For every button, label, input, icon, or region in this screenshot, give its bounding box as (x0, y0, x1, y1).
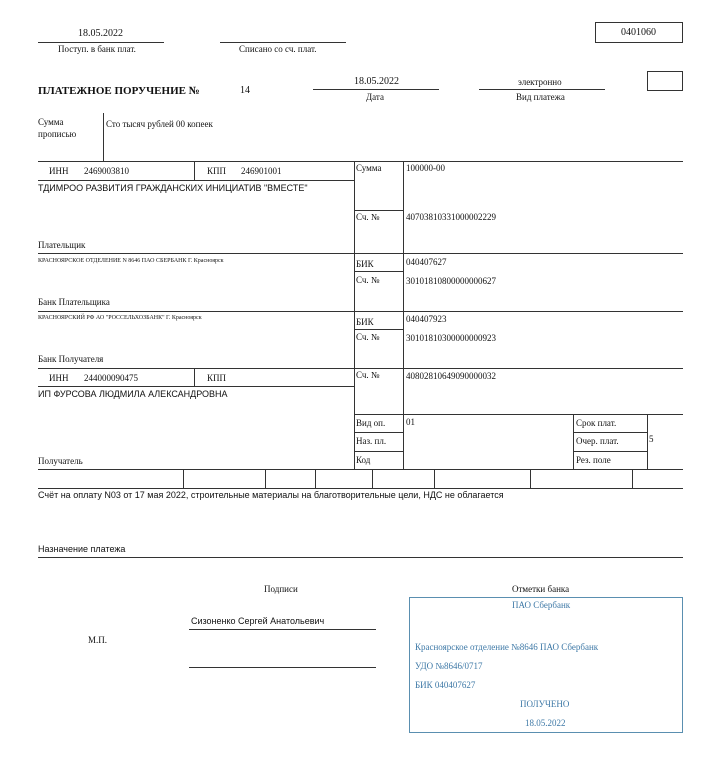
signatures-label: Подписи (264, 584, 298, 594)
payee-bank-bottom-line (38, 368, 683, 369)
payee-inn-kpp-divider (194, 368, 195, 386)
stamp-date: 18.05.2022 (525, 718, 566, 728)
label-column-left (354, 161, 355, 469)
payer-inn-line (38, 180, 354, 181)
payer-account-label: Сч. № (356, 212, 380, 222)
payee-bank-account: 30101810300000000923 (406, 333, 496, 343)
payer-bank-label: Банк Плательщика (38, 297, 110, 307)
amount-words-label-2: прописью (38, 129, 77, 139)
payer-kpp: 246901001 (241, 166, 282, 176)
payee-inn-label: ИНН (49, 373, 69, 383)
payment-type-label: Вид платежа (516, 92, 565, 102)
priority-label: Очер. плат. (576, 436, 619, 446)
payer-kpp-label: КПП (207, 166, 227, 176)
payer-bank-account-label: Сч. № (356, 275, 380, 285)
stamp-bik: БИК 040407627 (415, 680, 476, 690)
codes-line-2-right (573, 451, 647, 452)
debited-line (220, 42, 346, 43)
payer-bank-bik-line (354, 271, 403, 272)
bank-marks-label: Отметки банка (512, 584, 570, 594)
payer-name: ТДИМРОО РАЗВИТИЯ ГРАЖДАНСКИХ ИНИЦИАТИВ "ВМЕСТЕ" (38, 183, 308, 193)
payee-bank-label: Банк Получателя (38, 354, 104, 364)
payer-inn: 2469003810 (84, 166, 129, 176)
payer-sum-line (354, 210, 403, 211)
payer-sum: 100000-00 (406, 163, 445, 173)
purpose-label: Назначение платежа (38, 544, 126, 554)
payee-label: Получатель (38, 456, 83, 466)
codes-top-line (354, 414, 683, 415)
purpose-bottom-line (38, 557, 683, 558)
payee-kpp-label: КПП (207, 373, 227, 383)
term-label: Срок плат. (576, 418, 617, 428)
payer-bank-bik-label: БИК (356, 259, 374, 269)
order-title: ПЛАТЕЖНОЕ ПОРУЧЕНИЕ № (38, 85, 200, 97)
payer-label: Плательщик (38, 240, 86, 250)
stamp-bank: ПАО Сбербанк (512, 600, 571, 610)
tax-cell-divider-6 (530, 469, 531, 488)
payee-bottom-line (38, 469, 683, 470)
form-code: 0401060 (621, 27, 656, 38)
stamp-branch: Красноярское отделение №8646 ПАО Сбербанк (415, 642, 599, 652)
codes-line-1-left (354, 432, 403, 433)
codes-right-divider-1 (573, 414, 574, 469)
debited-label: Списано со сч. плат. (239, 44, 317, 54)
tax-cell-divider-3 (315, 469, 316, 488)
purpose-code-label: Наз. пл. (356, 436, 387, 446)
purpose-text: Счёт на оплату N03 от 17 мая 2022, строительные материалы на благотворительные цели, НДС не облагается (38, 490, 504, 500)
payee-account-label: Сч. № (356, 370, 380, 380)
op-type-label: Вид оп. (356, 418, 386, 428)
tax-cell-divider-4 (372, 469, 373, 488)
tax-cell-divider-7 (632, 469, 633, 488)
priority: 5 (649, 434, 654, 444)
amount-divider (103, 113, 104, 161)
bank-received-line (38, 42, 164, 43)
payee-name: ИП ФУРСОВА ЛЮДМИЛА АЛЕКСАНДРОВНА (38, 389, 228, 399)
codes-line-1-right (573, 432, 647, 433)
bank-received-date: 18.05.2022 (78, 28, 123, 39)
bank-stamp (409, 597, 683, 733)
amount-words: Сто тысяч рублей 00 копеек (106, 119, 213, 129)
payer-inn-label: ИНН (49, 166, 69, 176)
status-box (647, 71, 683, 91)
signature-line-1 (189, 629, 376, 630)
payer-bank-bottom-line (38, 311, 683, 312)
order-date-label: Дата (366, 92, 384, 102)
codes-right-divider-2 (647, 414, 648, 469)
op-type: 01 (406, 417, 415, 427)
tax-cell-divider-2 (265, 469, 266, 488)
payment-type-line (479, 89, 605, 90)
payer-bank-account: 30101810800000000627 (406, 276, 496, 286)
order-date: 18.05.2022 (354, 76, 399, 87)
tax-row-bottom-line (38, 488, 683, 489)
codes-line-2-left (354, 451, 403, 452)
payment-type: электронно (518, 77, 562, 87)
payer-bank-bik: 040407627 (406, 257, 447, 267)
label-column-right (403, 161, 404, 469)
payee-bank-bik: 040407923 (406, 314, 447, 324)
payee-bank-bik-label: БИК (356, 317, 374, 327)
order-number: 14 (240, 85, 250, 96)
payer-bottom-line (38, 253, 683, 254)
stamp-office: УДО №8646/0717 (415, 661, 483, 671)
payee-bank-name: КРАСНОЯРСКИЙ РФ АО "РОССЕЛЬХОЗБАНК" Г. Красноярск (38, 315, 202, 321)
payee-bank-bik-line (354, 329, 403, 330)
form-code-box (595, 22, 683, 43)
tax-cell-divider-1 (183, 469, 184, 488)
seal-label: М.П. (88, 635, 108, 645)
payee-inn: 244000090475 (84, 373, 138, 383)
stamp-status: ПОЛУЧЕНО (520, 699, 570, 709)
bank-received-label: Поступ. в банк плат. (58, 44, 136, 54)
signer-name: Сизоненко Сергей Анатольевич (191, 616, 325, 626)
payee-inn-line (38, 386, 354, 387)
payer-account: 40703810331000002229 (406, 212, 496, 222)
payee-account: 40802810649090000032 (406, 371, 496, 381)
payer-bank-name: КРАСНОЯРСКОЕ ОТДЕЛЕНИЕ N 8646 ПАО СБЕРБАНК Г. Красноярск (38, 258, 224, 264)
reserve-label: Рез. поле (576, 455, 611, 465)
signature-line-2 (189, 667, 376, 668)
payer-sum-label: Сумма (356, 163, 382, 173)
payer-inn-kpp-divider (194, 161, 195, 180)
amount-bottom-line (38, 161, 683, 162)
amount-words-label-1: Сумма (38, 117, 64, 127)
payee-bank-account-label: Сч. № (356, 332, 380, 342)
order-date-line (313, 89, 439, 90)
tax-cell-divider-5 (434, 469, 435, 488)
code-label: Код (356, 455, 371, 465)
